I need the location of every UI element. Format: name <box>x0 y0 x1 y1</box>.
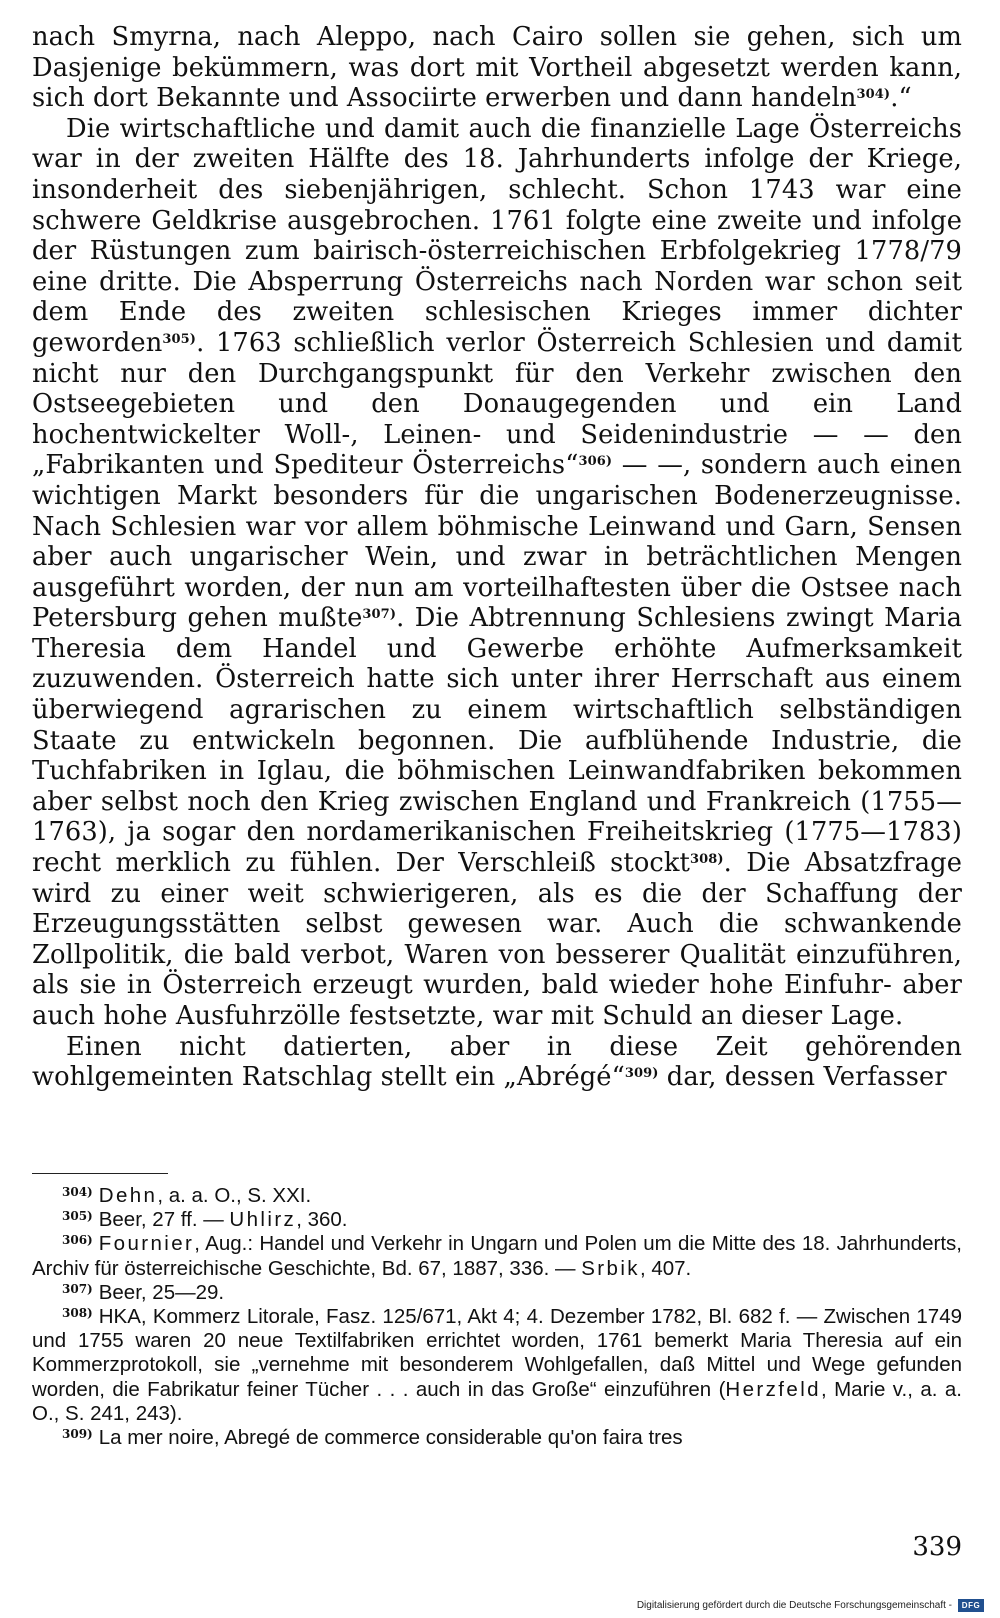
dfg-logo: DFG <box>958 1599 984 1612</box>
footnote-number: 307) <box>62 1281 93 1296</box>
text-run: Die wirtschaftliche und damit auch die finanzielle Lage Österreichs war in der zweiten Hälfte des 18. Jahrhunderts infolge der Kriege, insonderheit des siebenjährigen, schlecht. Schon 1743 war eine schwere Geldkrise ausgebrochen. 1761 folgte eine zweite und infolge der Rüstungen zum bairisch-österreichischen Erbfolgekrieg 1778/79 eine dritte. Die Absperrung Österreichs nach Norden war schon seit dem Ende des zweiten schlesischen Krieges immer dichter geworden <box>32 113 962 358</box>
text-run: . Die Abtrennung Schlesiens zwingt Maria Theresia dem Handel und Gewerbe erhöhte Aufmerksamkeit zuzuwenden. Österreich hatte sich unter ihrer Herrschaft aus einem überwiegend agrarischen zu einem wirtschaftlich selbständigen Staate zu entwickeln begonnen. Die aufblühende Industrie, die Tuchfabriken in Iglau, die böhmischen Leinwandfabriken bekommen aber selbst noch den Krieg zwischen England und Frankreich (1755—1763), ja sogar den nordamerikanischen Freiheitskrieg (1775—1783) recht merklich zu fühlen. Der Verschleiß stockt <box>32 603 963 879</box>
paragraph <box>32 22 962 114</box>
dfg-credit-line: Digitalisierung gefördert durch die Deutsche Forschungsgemeinschaft - <box>636 1600 952 1611</box>
text-run: .“ <box>890 83 912 114</box>
page-number: 339 <box>912 1532 962 1562</box>
footnote <box>32 1184 962 1208</box>
text-run: , 407. <box>639 1256 692 1280</box>
footnote <box>32 1281 962 1305</box>
paragraph <box>32 1032 962 1093</box>
footnote-number: 308) <box>62 1306 93 1321</box>
footnote-reference: 305) <box>162 331 197 347</box>
author-name: Uhlirz <box>229 1208 297 1232</box>
footnote-number: 306) <box>62 1233 93 1248</box>
text-run: La mer noire, Abregé de commerce considerable qu'on faira tres <box>98 1426 683 1450</box>
text-run: , a. a. O., S. XXI. <box>157 1184 312 1207</box>
footnote <box>32 1426 962 1450</box>
text-run: , Marie v., a. a. O., S. 241, 243). <box>32 1377 962 1425</box>
author-name: Fournier <box>98 1232 195 1256</box>
text-run: Einen nicht datierten, aber in diese Zeit gehörenden wohlgemeinten Ratschlag stellt ein „Abrégé“ <box>32 1031 962 1093</box>
footnotes <box>32 1184 962 1450</box>
footnote <box>32 1232 962 1280</box>
footnote-reference: 308) <box>689 852 724 868</box>
text-run: nach Smyrna, nach Aleppo, nach Cairo sollen sie gehen, sich um Dasjenige bekümmern, was dort mit Vortheil abgesetzt werden kann, sich dort Bekannte und Associirte erwerben und dann handeln <box>32 22 962 114</box>
author-name: Dehn <box>98 1184 158 1207</box>
footnote-reference: 304) <box>856 87 891 103</box>
footnote <box>32 1208 962 1232</box>
text-run: , 360. <box>296 1208 348 1232</box>
footnote-number: 304) <box>62 1185 93 1199</box>
footnote-number: 305) <box>62 1209 93 1224</box>
footnote <box>32 1305 962 1426</box>
footnote-reference: 306) <box>578 454 613 470</box>
main-text <box>32 22 962 1093</box>
footnote-reference: 309) <box>624 1066 659 1082</box>
author-name: Srbik <box>581 1256 640 1280</box>
text-run: dar, dessen Verfasser <box>658 1062 947 1093</box>
text-run: , Aug.: Handel und Verkehr in Ungarn und Polen um die Mitte des 18. Jahrhunderts, Archiv für österreichische Geschichte, Bd. 67, 1887, 336. — <box>32 1232 962 1280</box>
footnote-reference: 307) <box>362 607 397 623</box>
text-run: HKA, Kommerz Litorale, Fasz. 125/671, Akt 4; 4. Dezember 1782, Bl. 682 f. — Zwischen 1749 und 1755 waren 20 neue Textilfabriken errichtet worden, 1761 bemerkt Maria Theresia auf ein Kommerzprotokoll, sie „vernehme mit besonderem Wohlgefallen, daß Mittel und Wege gefunden worden, die Fabrikatur feiner Tücher . . . auch in das Große“ einzuführen ( <box>32 1305 962 1401</box>
author-name: Herzfeld <box>725 1377 821 1401</box>
text-run: . Die Absatzfrage wird zu einer weit schwierigeren, als es die der Schaffung der Erzeugungsstätten selbst gewesen war. Auch die schwankende Zollpolitik, die bald verbot, Waren von besserer Qualität einzuführen, als sie in Österreich erzeugt wurden, bald wieder hohe Einfuhr- aber auch hohe Ausfuhrzölle festsetzte, war mit Schuld an dieser Lage. <box>32 848 963 1031</box>
text-run: Beer, 27 ff. — <box>98 1208 230 1232</box>
text-run: Beer, 25—29. <box>98 1280 225 1304</box>
text-run: . 1763 schließlich verlor Österreich Schlesien und damit nicht nur den Durchgangspunkt für den Verkehr zwischen den Ostseegebieten und den Donaugegenden und ein Land hochentwickelter Woll-, Leinen- und Seidenindustrie — — den „Fabrikanten und Spediteur Österreichs“ <box>32 327 962 481</box>
footnote-number: 309) <box>62 1427 93 1442</box>
paragraph <box>32 114 962 1032</box>
text-run: — —, sondern auch einen wichtigen Markt besonders für die ungarischen Bodenerzeugnisse. Nach Schlesien war vor allem böhmische Leinwand und Garn, Sensen aber auch ungarischer Wein, und zwar in beträchtlichen Mengen ausgeführt worden, der nun am vorteilhaftesten über die Ostsee nach Petersburg gehen mußte <box>32 450 962 634</box>
footnote-separator <box>32 1173 168 1174</box>
